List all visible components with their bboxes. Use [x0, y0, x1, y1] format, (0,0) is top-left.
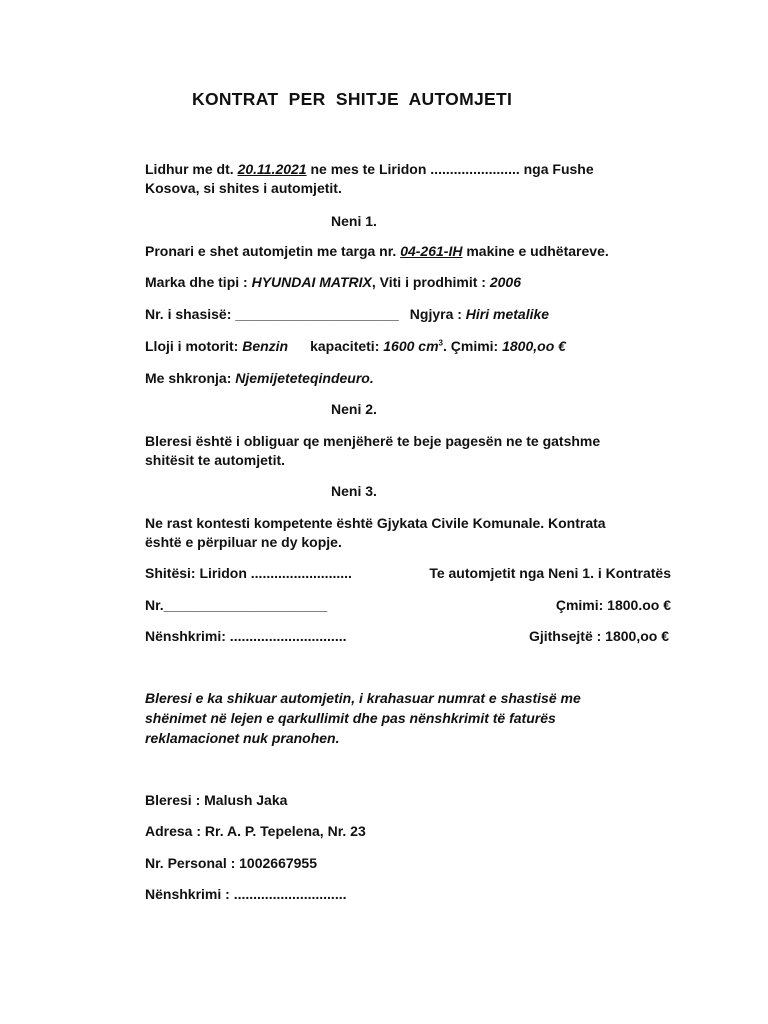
contract-date: 20.11.2021: [237, 161, 307, 177]
price-summary: Çmimi: 1800.oo €: [555, 597, 671, 613]
buyer-personal-number: Nr. Personal : 1002667955: [145, 855, 318, 871]
owner-text-2: makine e udhëtareve.: [462, 243, 609, 259]
neni-3-line-2: është e përpiluar ne dy kopje.: [145, 534, 342, 550]
owner-text: Pronari e shet automjetin me targa nr.: [145, 243, 401, 259]
make-label: Marka dhe tipi :: [145, 274, 252, 290]
neni-2-line-1: Bleresi është i obliguar qe menjëherë te beje pagesën ne te gatshme: [145, 433, 601, 449]
intro-text-1: Lidhur me dt.: [145, 161, 238, 177]
buyer-name: Bleresi : Malush Jaka: [145, 792, 288, 808]
plate-number: 04-261-IH: [400, 243, 463, 259]
seller-line: Shitësi: Liridon ..........................: [145, 565, 352, 581]
notice-line-2: shënimet në lejen e qarkullimit dhe pas nënshkrimit të faturës: [145, 710, 556, 726]
year-label: , Viti i prodhimit :: [371, 274, 490, 290]
capacity-label: kapaciteti:: [310, 338, 384, 354]
chassis-line: [145, 305, 549, 323]
make-line: [145, 273, 521, 291]
price-value: 1800,oo €: [502, 338, 566, 354]
neni-2-heading: Neni 2.: [331, 401, 377, 417]
words-value: Njemijeteteqindeuro.: [235, 370, 374, 386]
notice-line-1: Bleresi e ka shikuar automjetin, i krahasuar numrat e shastisë me: [145, 690, 581, 706]
intro-text-2: ne mes te Liridon ....................... nga Fushe: [306, 161, 594, 177]
engine-line: [145, 337, 566, 355]
color-label: Ngjyra :: [409, 306, 466, 322]
color-value: Hiri metalike: [465, 306, 550, 322]
seller-nr-line: Nr._____________________: [145, 597, 328, 613]
chassis-label: Nr. i shasisë: _____________________: [145, 306, 399, 322]
neni-3-heading: Neni 3.: [331, 483, 377, 499]
neni-3-line-1: Ne rast kontesti kompetente është Gjykata Civile Komunale. Kontrata: [145, 515, 606, 531]
intro-line-2: Kosova, si shites i automjetit.: [145, 180, 342, 196]
words-label: Me shkronja:: [145, 370, 236, 386]
capacity-superscript: 3: [438, 338, 443, 348]
document-title: KONTRAT PER SHITJE AUTOMJETI: [192, 89, 513, 109]
make-value: HYUNDAI MATRIX: [251, 274, 372, 290]
engine-value: Benzin: [242, 338, 289, 354]
neni-2-line-2: shitësit te automjetit.: [145, 452, 286, 468]
vehicle-reference: Te automjetit nga Neni 1. i Kontratës: [429, 565, 671, 581]
capacity-value: 1600 cm: [383, 338, 439, 354]
price-label: . Çmimi:: [442, 338, 503, 354]
engine-label: Lloji i motorit:: [145, 338, 243, 354]
intro-line-1: [145, 160, 594, 178]
seller-signature-line: Nënshkrimi: ..............................: [145, 628, 347, 644]
notice-line-3: reklamacionet nuk pranohen.: [145, 730, 340, 746]
year-value: 2006: [489, 274, 521, 290]
buyer-address: Adresa : Rr. A. P. Tepelena, Nr. 23: [145, 823, 366, 839]
neni-1-heading: Neni 1.: [331, 213, 377, 229]
total-summary: Gjithsejtë : 1800,oo €: [528, 628, 669, 644]
owner-line: [145, 242, 609, 260]
buyer-signature-line: Nënshkrimi : .............................: [145, 886, 347, 902]
words-line: [145, 369, 374, 387]
